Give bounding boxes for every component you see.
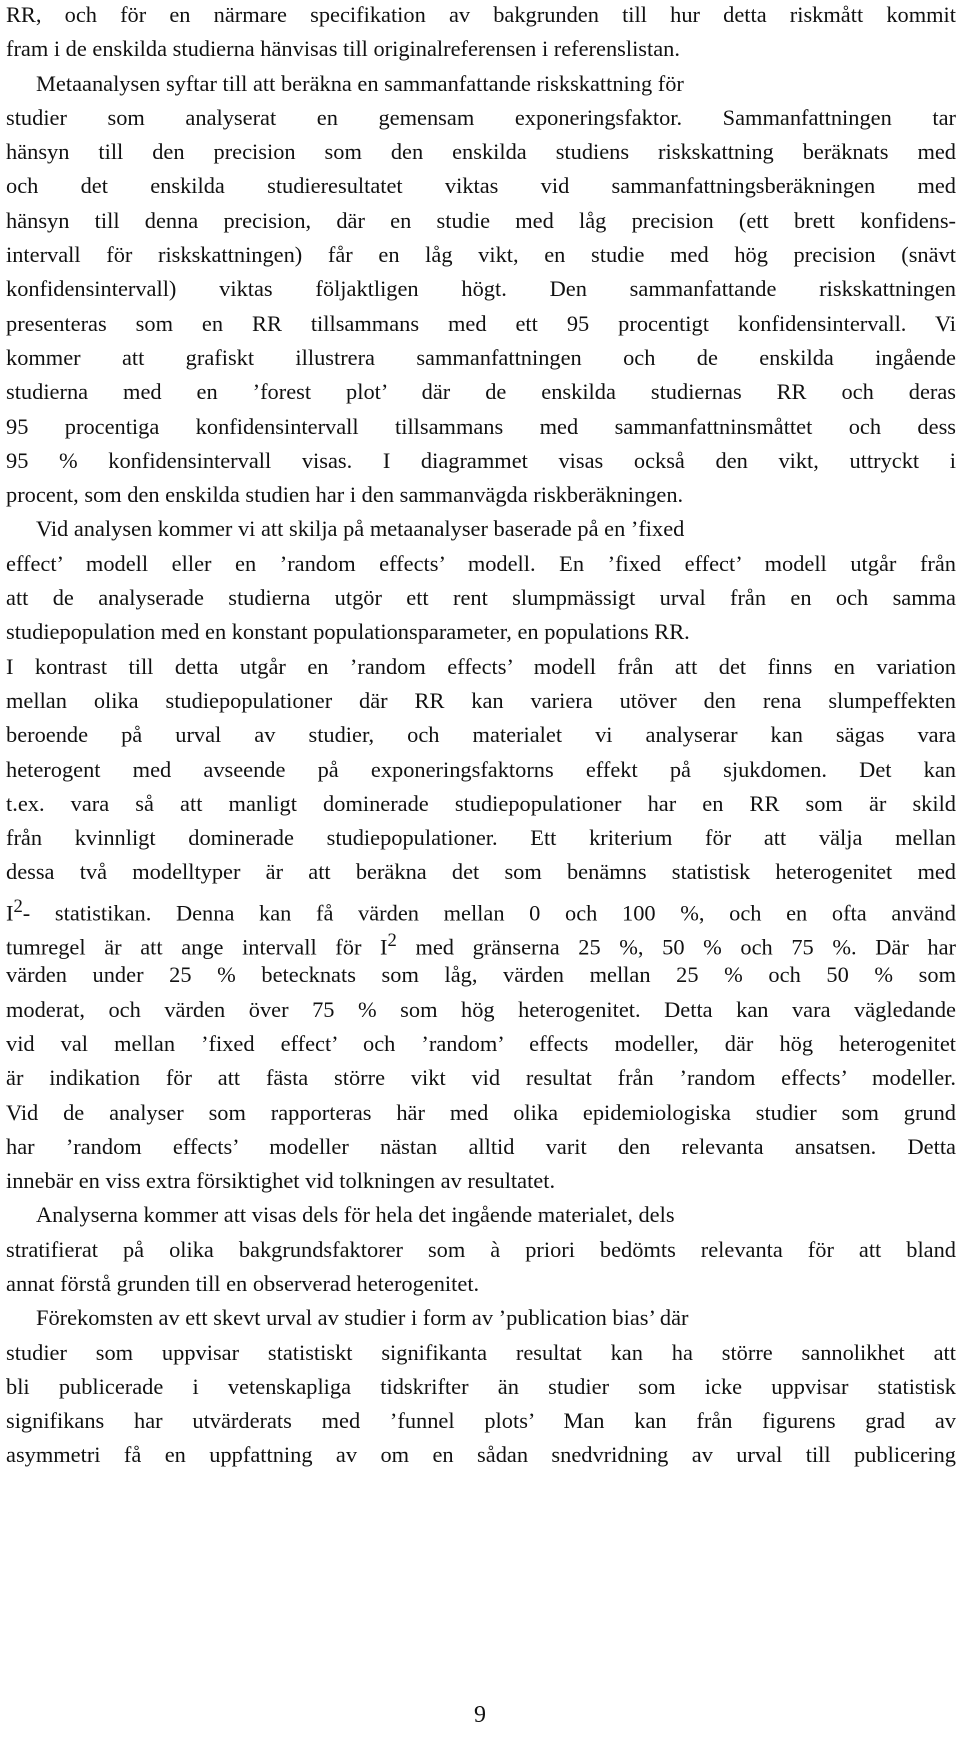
text-line: stratifierat på olika bakgrundsfaktorer som à priori bedömts relevanta för att bland (6, 1236, 956, 1262)
text-line: t.ex. vara så att manligt dominerade studiepopulationer har en RR som är skild (6, 790, 956, 816)
text-line: fram i de enskilda studierna hänvisas till originalreferensen i referenslistan. (6, 36, 680, 62)
text-line: asymmetri få en uppfattning av om en sådan snedvridning av urval till publicering (6, 1442, 956, 1468)
text-line: Metaanalysen syftar till att beräkna en sammanfattande riskskattning för (36, 70, 684, 96)
page-number: 9 (474, 1702, 486, 1728)
paragraph-4 (6, 1198, 956, 1301)
text-line: Förekomsten av ett skevt urval av studier i form av ’publication bias’ där (36, 1305, 689, 1331)
text-line: Analyserna kommer att visas dels för hela det ingående materialet, dels (36, 1202, 675, 1228)
text-line: procent, som den enskilda studien har i den sammanvägda riskberäkningen. (6, 482, 684, 508)
text-line: studierna med en ’forest plot’ där de enskilda studiernas RR och deras (6, 379, 956, 405)
text-segment: med gränserna 25 %, 50 % och 75 %. Där har (396, 934, 956, 960)
superscript-2: 2 (13, 895, 23, 917)
text-line: bli publicerade i vetenskapliga tidskrifter än studier som icke uppvisar statistisk (6, 1373, 956, 1399)
text-line: värden under 25 % betecknats som låg, värden mellan 25 % och 50 % som (6, 962, 956, 988)
text-line: dessa två modelltyper är att beräkna det som benämns statistisk heterogenitet med (6, 859, 956, 885)
text-line: hänsyn till den precision som den enskilda studiens riskskattning beräknats med (6, 139, 956, 165)
text-line: från kvinnligt dominerade studiepopulationer. Ett kriterium för att välja mellan (6, 825, 956, 851)
text-line: intervall för riskskattningen) får en låg vikt, en studie med hög precision (snävt (6, 242, 956, 268)
text-segment: tumregel är att ange intervall för I (6, 934, 388, 960)
paragraph-2 (6, 67, 956, 513)
text-line: presenteras som en RR tillsammans med ett 95 procentigt konfidensintervall. Vi (6, 310, 956, 336)
text-line: Vid analysen kommer vi att skilja på metaanalyser baserade på en ’fixed (36, 516, 685, 542)
text-line: är indikation för att fästa större vikt vid resultat från ’random effects’ modeller. (6, 1065, 956, 1091)
text-line: beroende på urval av studier, och materialet vi analyserar kan sägas vara (6, 722, 956, 748)
text-line: Vid de analyser som rapporteras här med olika epidemiologiska studier som grund (6, 1099, 956, 1125)
text-line: studier som analyserat en gemensam exponeringsfaktor. Sammanfattningen tar (6, 104, 956, 130)
text-line: vid val mellan ’fixed effect’ och ’random’ effects modeller, där hög heterogenitet (6, 1030, 956, 1056)
body-text (6, 0, 956, 1473)
text-line: effect’ modell eller en ’random effects’ modell. En ’fixed effect’ modell utgår från (6, 550, 956, 576)
i-squared-line (6, 924, 956, 958)
text-line: moderat, och värden över 75 % som hög heterogenitet. Detta kan vara vägledande (6, 996, 956, 1022)
paragraph-3 (6, 512, 956, 1198)
superscript-2: 2 (387, 930, 397, 952)
text-line: konfidensintervall) viktas följaktligen högt. Den sammanfattande riskskattningen (6, 276, 956, 302)
text-segment: - statistikan. Denna kan få värden mellan 0 och 100 %, och en ofta använd (22, 900, 956, 926)
i-squared-symbol: I (6, 900, 14, 926)
text-line: studiepopulation med en konstant populationsparameter, en populations RR. (6, 619, 690, 645)
text-line: studier som uppvisar statistiskt signifikanta resultat kan ha större sannolikhet att (6, 1339, 956, 1365)
i-squared-line (6, 890, 956, 924)
text-line: har ’random effects’ modeller nästan alltid varit den relevanta ansatsen. Detta (6, 1133, 956, 1159)
text-line: signifikans har utvärderats med ’funnel plots’ Man kan från figurens grad av (6, 1408, 956, 1434)
text-line: 95 procentiga konfidensintervall tillsammans med sammanfattninsmåttet och dess (6, 413, 956, 439)
text-line: heterogent med avseende på exponeringsfaktorns effekt på sjukdomen. Det kan (6, 756, 956, 782)
text-line: kommer att grafiskt illustrera sammanfattningen och de enskilda ingående (6, 344, 956, 370)
text-line: att de analyserade studierna utgör ett rent slumpmässigt urval från en och samma (6, 585, 956, 611)
paragraph-1 (6, 0, 956, 67)
text-line: 95 % konfidensintervall visas. I diagrammet visas också den vikt, uttryckt i (6, 447, 956, 473)
text-line: annat förstå grunden till en observerad heterogenitet. (6, 1270, 480, 1296)
text-line: innebär en viss extra försiktighet vid tolkningen av resultatet. (6, 1168, 556, 1194)
text-line: RR, och för en närmare specifikation av bakgrunden till hur detta riskmått kommit (6, 2, 956, 27)
paragraph-5 (6, 1301, 956, 1472)
text-line: mellan olika studiepopulationer där RR kan variera utöver den rena slumpeffekten (6, 687, 956, 713)
text-line: I kontrast till detta utgår en ’random effects’ modell från att det finns en variation (6, 653, 956, 679)
text-line: hänsyn till denna precision, där en studie med låg precision (ett brett konfidens- (6, 207, 956, 233)
text-line: och det enskilda studieresultatet viktas vid sammanfattningsberäkningen med (6, 173, 956, 199)
